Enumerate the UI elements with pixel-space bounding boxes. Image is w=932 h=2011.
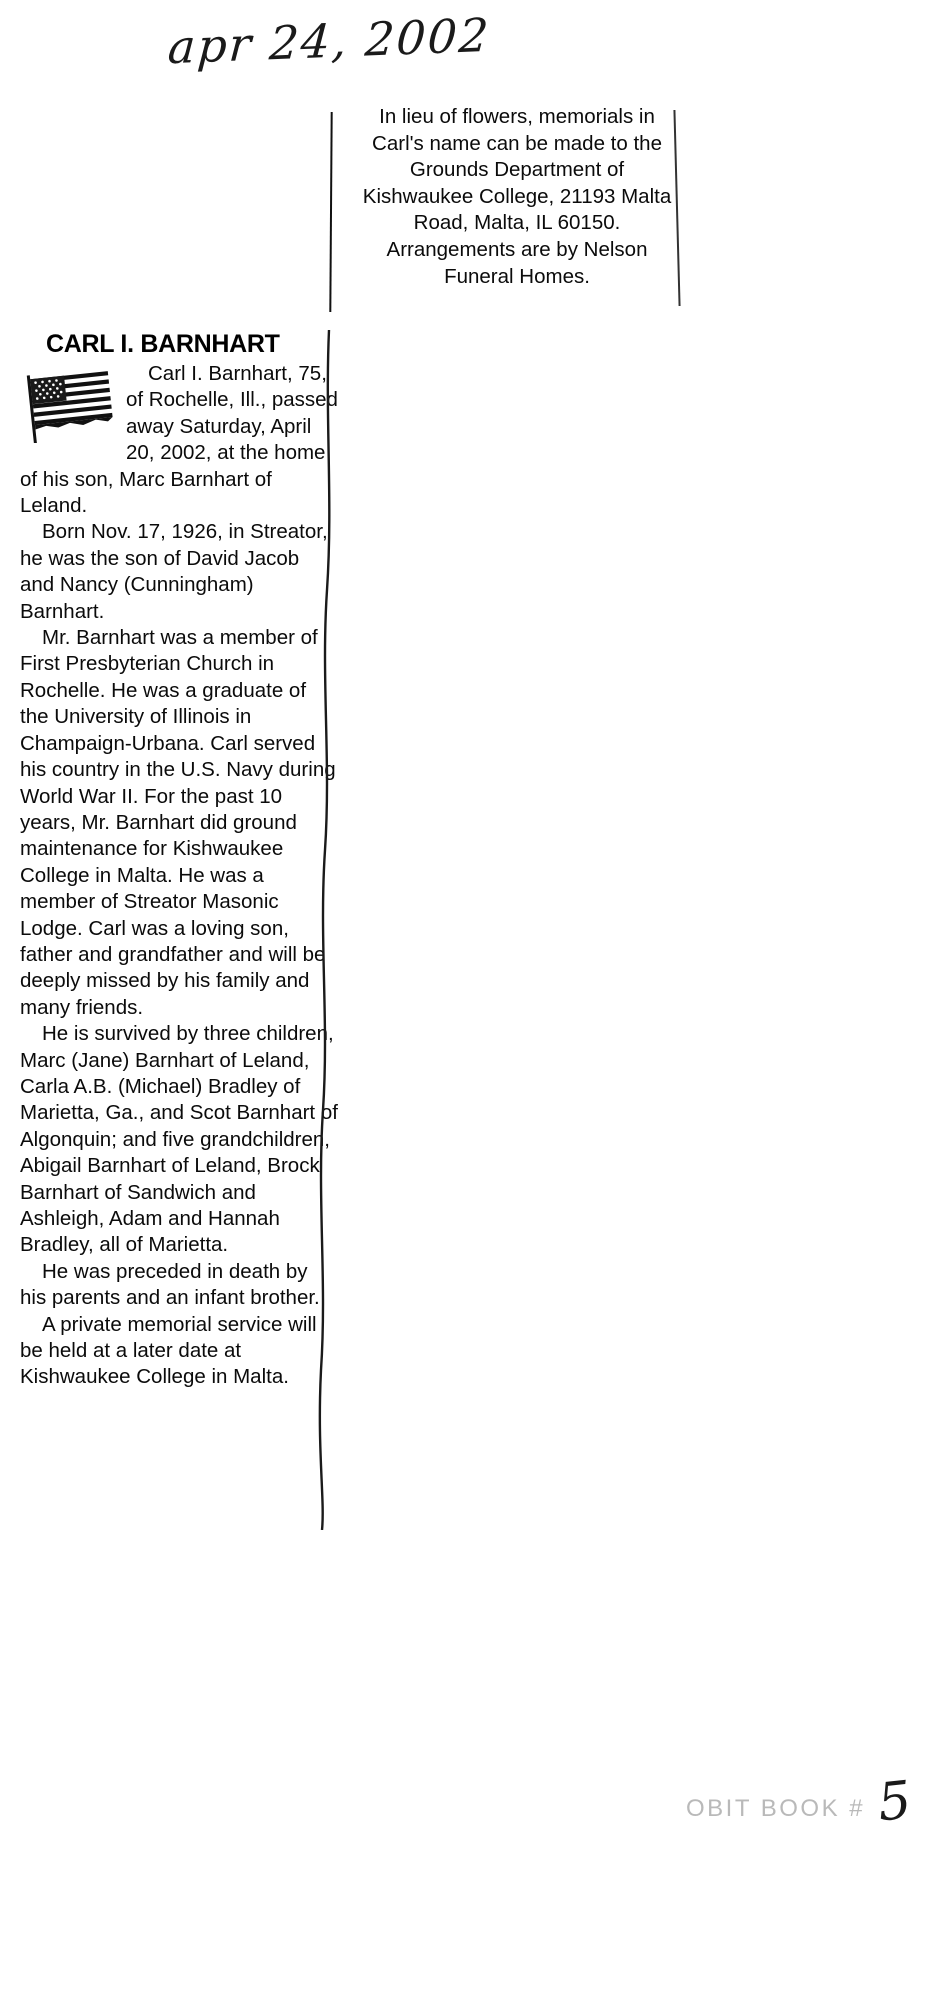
obituary-paragraph: He was preceded in death by his parents and an infant brother. xyxy=(20,1259,320,1310)
american-flag-icon xyxy=(26,365,118,443)
obit-book-number: 5 xyxy=(874,1770,915,1834)
continuation-clipping xyxy=(352,104,682,304)
continuation-paragraph: Arrangements are by Nelson Funeral Homes. xyxy=(386,237,648,288)
obituary-clipping xyxy=(20,330,338,1522)
obituary-paragraph: A private memorial service will be held at a later date at Kishwaukee College in Malta. xyxy=(20,1312,317,1389)
obituary-body xyxy=(20,361,338,1391)
column-rule-left xyxy=(329,112,332,312)
handwritten-date: apr 24, 2002 xyxy=(166,7,493,75)
obituary-headline: CARL I. BARNHART xyxy=(46,330,280,358)
obituary-paragraph: He is survived by three children, Marc (Jane) Barnhart of Leland, Carla A.B. (Michael) Bradley of Marietta, Ga., and Scot Barnhart of Algonquin; and five grandchildren, Abigail Barnhart of Leland, Brock Barnhart of Sandwich and Ashleigh, Adam and Hannah Bradley, all of Marietta. xyxy=(20,1022,338,1257)
obit-book-stamp: OBIT BOOK # xyxy=(686,1795,866,1822)
obituary-paragraph: Mr. Barnhart was a member of First Presbyterian Church in Rochelle. He was a graduate of the University of Illinois in Champaign-Urbana. Carl served his country in the U.S. Navy during World War II. For the past 10 years, Mr. Barnhart did ground maintenance for Kishwaukee College in Malta. He was a member of Streator Masonic Lodge. Carl was a loving son, father and grandfather and will be deeply missed by his family and many friends. xyxy=(20,626,336,1019)
obituary-paragraph: Carl I. Barnhart, 75, of Rochelle, Ill., passed away Saturday, April 20, 2002, at the home of his son, Marc Barnhart of Leland. xyxy=(20,362,338,518)
continuation-paragraph: In lieu of flowers, memorials in Carl's name can be made to the Grounds Department of Kishwaukee College, 21193 Malta Road, Malta, IL 60150. xyxy=(362,105,672,235)
obituary-paragraph: Born Nov. 17, 1926, in Streator, he was the son of David Jacob and Nancy (Cunningham) Barnhart. xyxy=(20,520,328,623)
continuation-text xyxy=(352,104,682,290)
